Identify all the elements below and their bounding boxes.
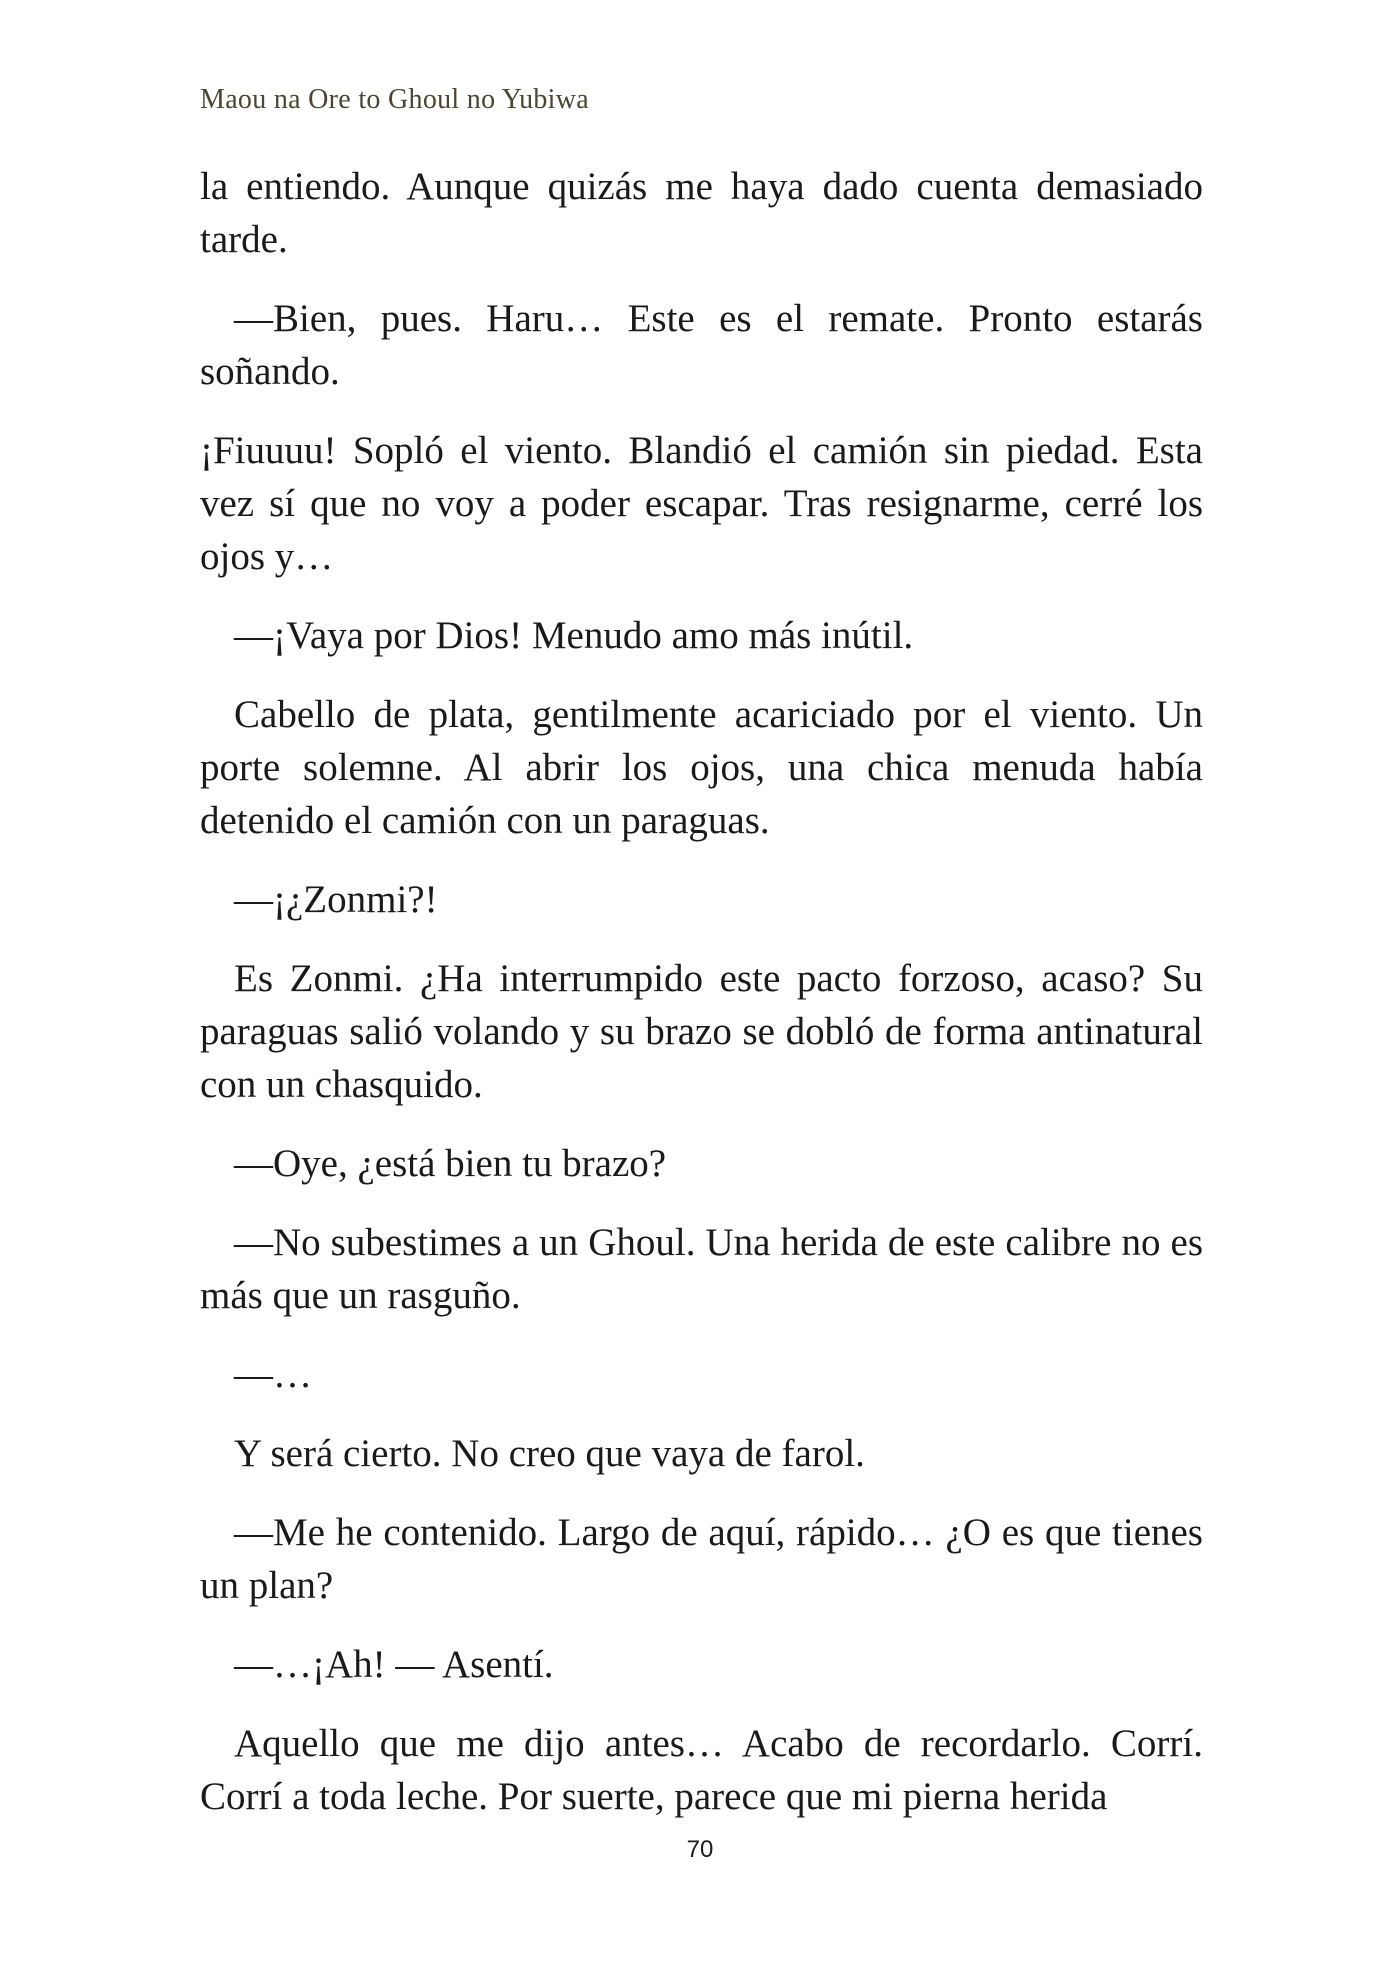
dialogue-paragraph: —…¡Ah! — Asentí. <box>234 1643 554 1686</box>
dialogue-paragraph: —… <box>234 1353 312 1396</box>
paragraph: Aquello que me dijo antes… Acabo de recordarlo. Corrí. Corrí a toda leche. Por suerte, parece que mi pierna herida <box>200 1722 1203 1818</box>
paragraph: ¡Fiuuuu! Sopló el viento. Blandió el camión sin piedad. Esta vez sí que no voy a poder escapar. Tras resignarme, cerré los ojos y… <box>200 429 1203 578</box>
paragraph: Es Zonmi. ¿Ha interrumpido este pacto forzoso, acaso? Su paraguas salió volando y su brazo se dobló de forma antinatural con un chasquido. <box>200 957 1203 1106</box>
paragraph: Cabello de plata, gentilmente acariciado por el viento. Un porte solemne. Al abrir los ojos, una chica menuda había detenido el camión con un paraguas. <box>200 693 1203 842</box>
dialogue-paragraph: —Bien, pues. Haru… Este es el remate. Pronto estarás soñando. <box>200 297 1203 393</box>
dialogue-paragraph: —Oye, ¿está bien tu brazo? <box>234 1142 667 1185</box>
running-header-title: Maou na Ore to Ghoul no Yubiwa <box>200 84 590 115</box>
dialogue-paragraph: —Me he contenido. Largo de aquí, rápido… ¿O es que tienes un plan? <box>200 1511 1203 1607</box>
dialogue-paragraph: —No subestimes a un Ghoul. Una herida de este calibre no es más que un rasguño. <box>200 1221 1203 1317</box>
paragraph: la entiendo. Aunque quizás me haya dado cuenta demasiado tarde. <box>200 165 1203 261</box>
page-number: 70 <box>686 1836 714 1863</box>
paragraph: Y será cierto. No creo que vaya de farol. <box>234 1432 865 1475</box>
body-text <box>200 160 1203 1849</box>
dialogue-paragraph: —¡¿Zonmi?! <box>234 878 438 921</box>
dialogue-paragraph: —¡Vaya por Dios! Menudo amo más inútil. <box>234 614 914 657</box>
